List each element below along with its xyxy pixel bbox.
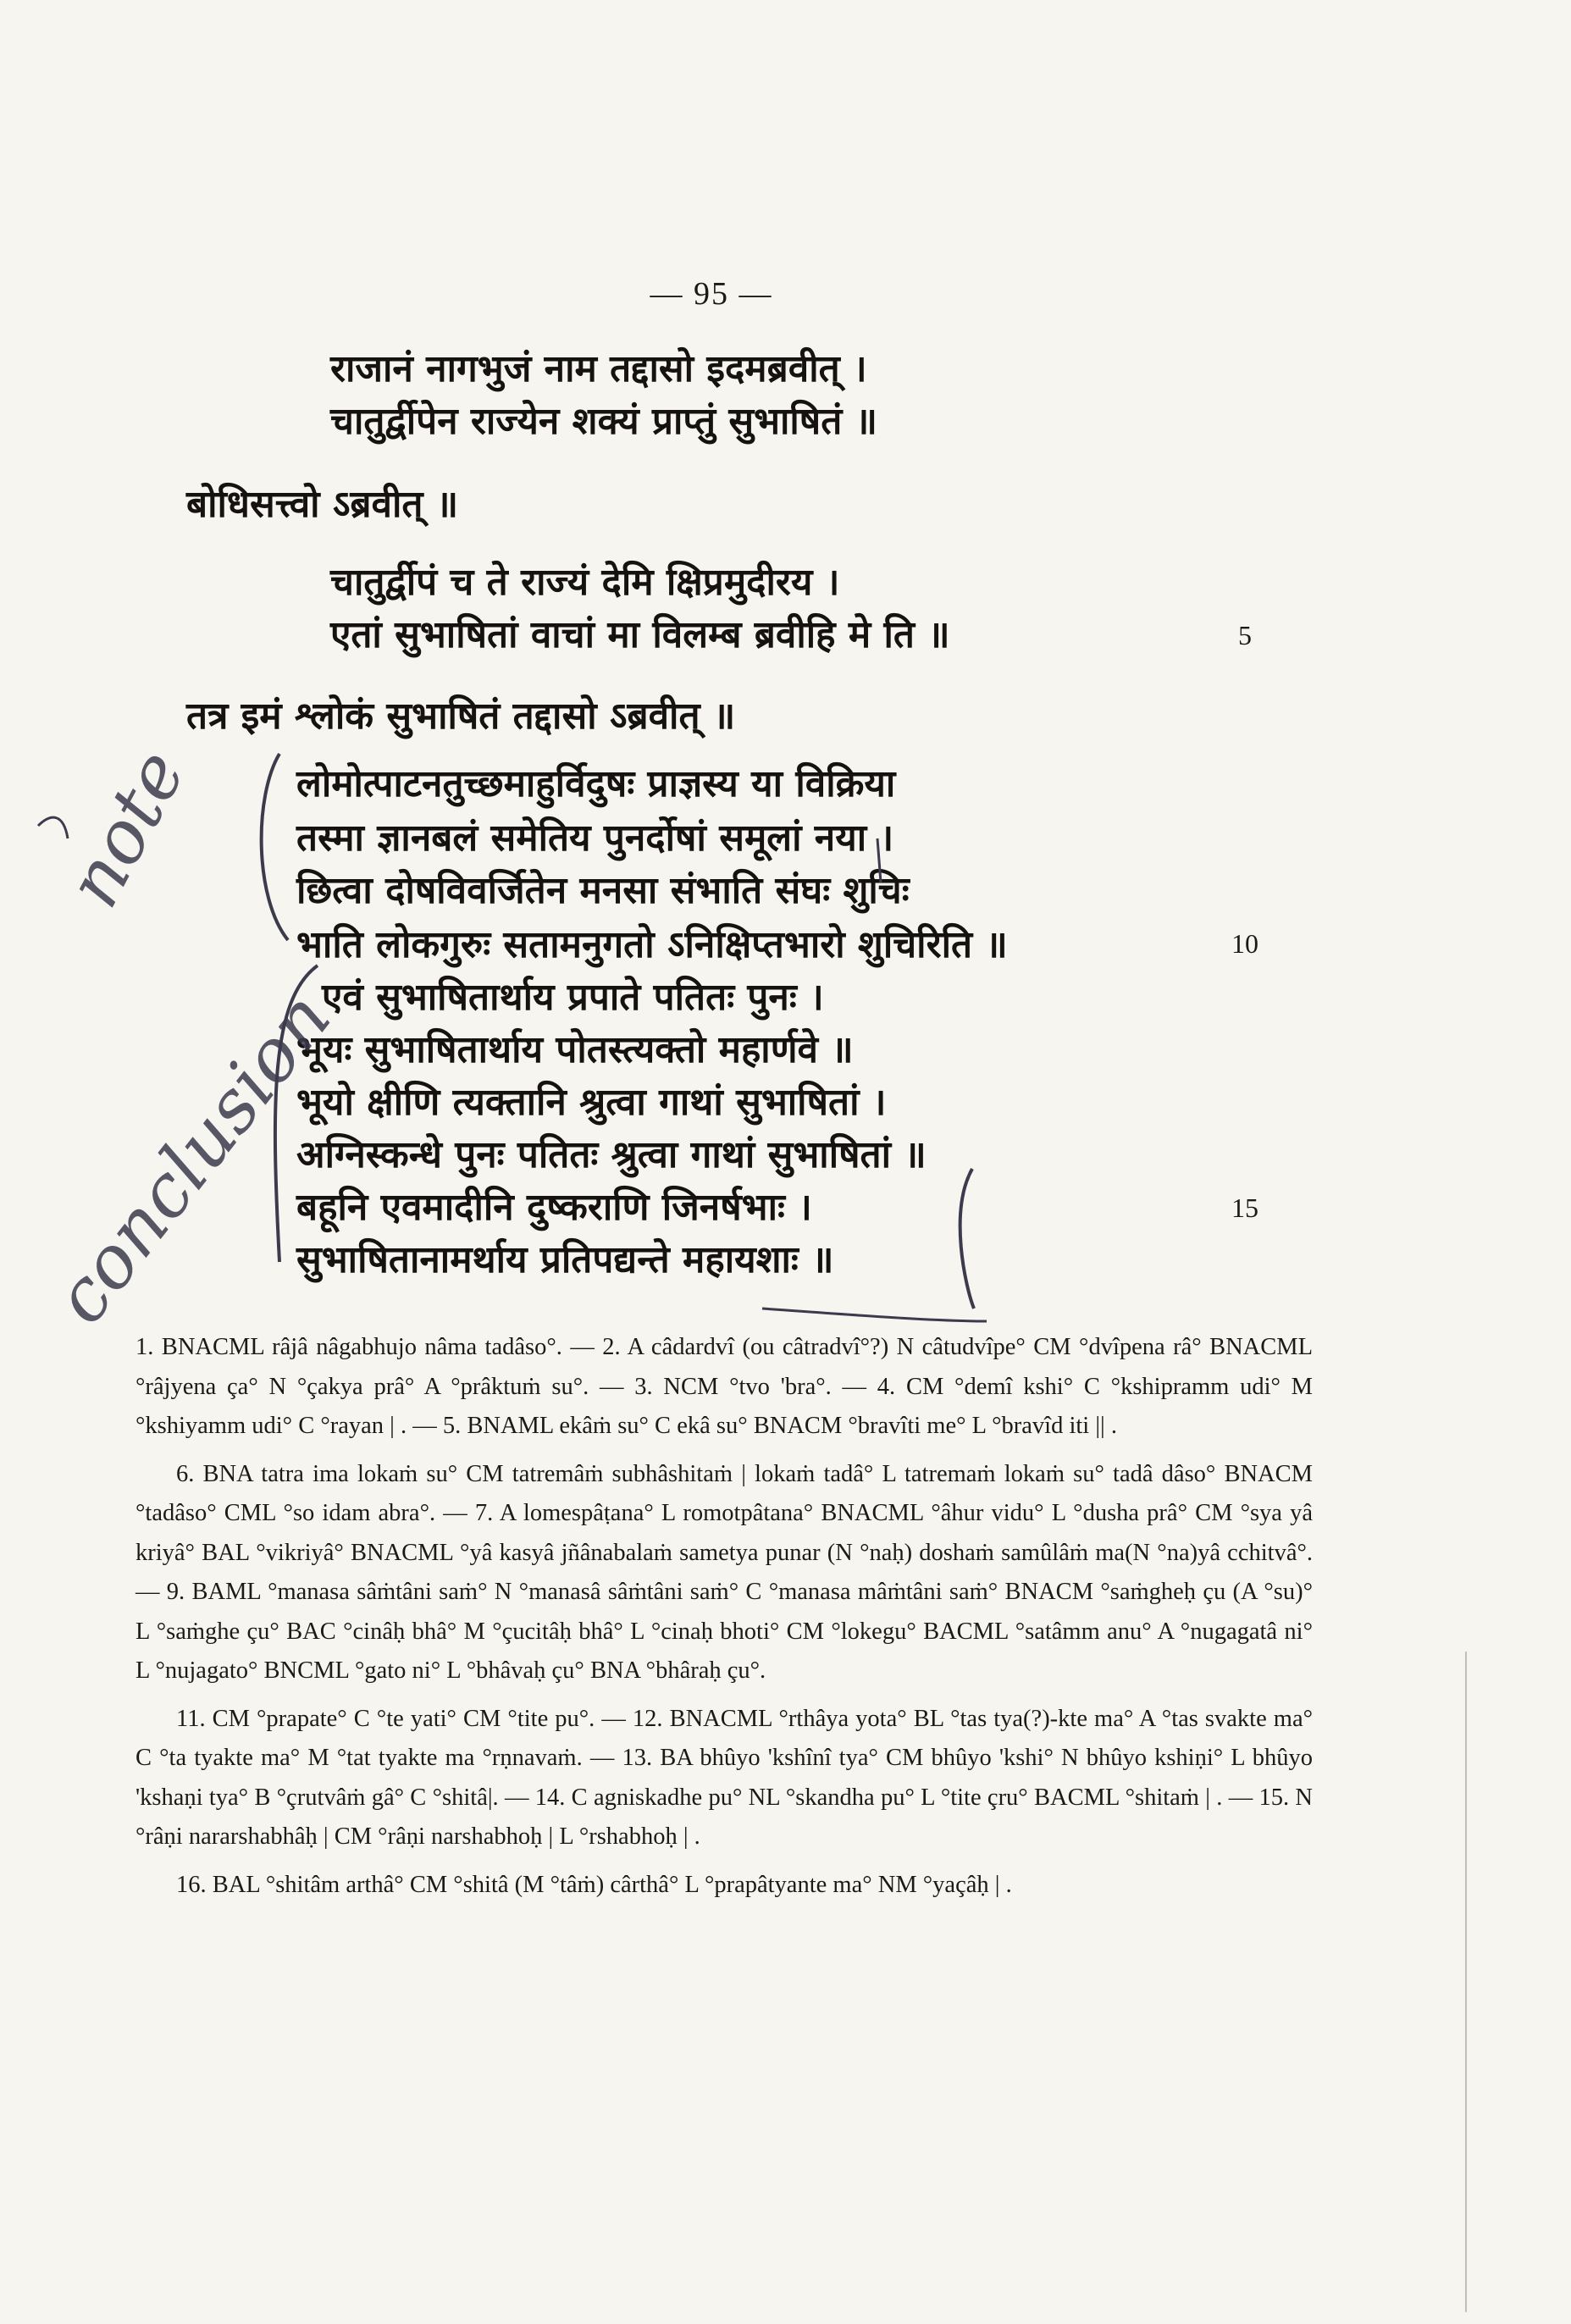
critical-apparatus xyxy=(136,1328,1313,1913)
handwritten-note: note xyxy=(51,736,202,921)
handwritten-conclusion: conclusion xyxy=(38,977,348,1340)
verse-line: एतां सुभाषितां वाचां मा विलम्ब ब्रवीहि मे ति ॥ xyxy=(330,613,950,656)
verse-line: सुभाषितानामर्थाय प्रतिपद्यन्ते महायशाः ॥ xyxy=(296,1238,834,1281)
note-paragraph: 1. BNACML râjâ nâgabhujo nâma tadâso°. — 2. A câdardvî (ou câtradvî°?) N câtudvîpe° CM °dvîpena râ° BNACML °râjyena ça° N °çakya prâ° A °prâktuṁ su°. — 3. NCM °tvo 'bra°. — 4. CM °demî kshi° C °kshipramm udi° M °kshiyamm udi° C °rayan | . — 5. BNAML ekâṁ su° C ekâ su° BNACM °bravîti me° L °bravîd iti || . xyxy=(136,1334,1313,1439)
verse-line: चातुर्द्वीपं च ते राज्यं देमि क्षिप्रमुदीरय । xyxy=(330,561,840,604)
line-number: 15 xyxy=(1231,1192,1258,1223)
note-paragraph: 16. BAL °shitâm arthâ° CM °shitâ (M °tâṁ) cârthâ° L °prapâtyante ma° NM °yaçâḥ | . xyxy=(176,1871,1012,1898)
verse-line: भाति लोकगुरुः सतामनुगतो ऽनिक्षिप्तभारो शुचिरिति ॥ xyxy=(296,923,1008,966)
note-paragraph: 11. CM °prapate° C °te yati° CM °tite pu°. — 12. BNACML °rthâya yota° BL °tas tya(?)-kte ma° A °tas svakte ma° C °ta tyakte ma° M °tat tyakte ma °rṇnavaṁ. — 13. BA bhûyo 'kshînî tya° CM bhûyo 'kshi° N bhûyo kshiṇi° L bhûyo 'kshaṇi tya° B °çrutvâṁ gâ° C °shitâ|. — 14. C agniskadhe pu° NL °skandha pu° L °tite çru° BACML °shitaṁ | . — 15. N °râṇi nararshabhâḥ | CM °râṇi narshabhoḥ | L °rshabhoḥ | . xyxy=(136,1705,1313,1850)
verse-line: भूयो क्षीणि त्यक्तानि श्रुत्वा गाथां सुभाषितां । xyxy=(296,1081,887,1124)
line-number: 5 xyxy=(1238,620,1252,650)
margin-rule xyxy=(1465,1652,1467,2312)
note-paragraph: 6. BNA tatra ima lokaṁ su° CM tatremâṁ subhâshitaṁ | lokaṁ tadâ° L tatremaṁ lokaṁ su° tadâ dâso° BNACM °tadâso° CML °so idam abra°. — 7. A lomespâṭana° L romotpâtana° BNACML °âhur vidu° L °dusha prâ° CM °sya yâ kriyâ° BAL °vikriyâ° BNACML °yâ kasyâ jñânabalaṁ sametya punar (N °naḥ) doshaṁ samûlâṁ ma(N °na)yâ cchitvâ°. — 9. BAML °manasa sâṁtâni saṁ° N °manasâ sâṁtâni saṁ° C °manasa mâṁtâni saṁ° BNACM °saṁgheḥ çu (A °su)° L °saṁghe çu° BAC °cinâḥ bhâ° M °çucitâḥ bhâ° L °cinaḥ bhoti° CM °lokegu° BACML °satâmm anu° A °nugagatâ ni° L °nujagato° BNCML °gato ni° L °bhâvaḥ çu° BNA °bhâraḥ çu°. xyxy=(136,1460,1313,1684)
verse-line: छित्वा दोषविवर्जितेन मनसा संभाति संघः शुचिः xyxy=(296,869,910,912)
line-number: 10 xyxy=(1231,928,1258,959)
page-number: — 95 — xyxy=(650,276,773,312)
verse-line: भूयः सुभाषितार्थाय पोतस्त्यक्तो महार्णवे ॥ xyxy=(296,1028,854,1071)
verse-line: चातुर्द्वीपेन राज्येन शक्यं प्राप्तुं सुभाषितं ॥ xyxy=(330,400,877,443)
verse-line: अग्निस्कन्धे पुनः पतितः श्रुत्वा गाथां सुभाषितां ॥ xyxy=(296,1133,927,1176)
verse-line: बहूनि एवमादीनि दुष्कराणि जिनर्षभाः । xyxy=(296,1186,812,1229)
verse-line: एवं सुभाषितार्थाय प्रपाते पतितः पुनः । xyxy=(322,976,824,1019)
verse-line: तस्मा ज्ञानबलं समेतिय पुनर्दोषां समूलां नया । xyxy=(296,816,894,860)
verse-line: तत्र इमं श्लोकं सुभाषितं तद्दासो ऽब्रवीत् ॥ xyxy=(186,694,736,738)
verse-line: राजानं नागभुजं नाम तद्दासो इदमब्रवीत् । xyxy=(330,347,867,390)
verse-line: बोधिसत्त्वो ऽब्रवीत् ॥ xyxy=(186,483,459,526)
verse-line: लोमोत्पाटनतुच्छमाहुर्विदुषः प्राज्ञस्य या विक्रिया xyxy=(296,762,896,805)
